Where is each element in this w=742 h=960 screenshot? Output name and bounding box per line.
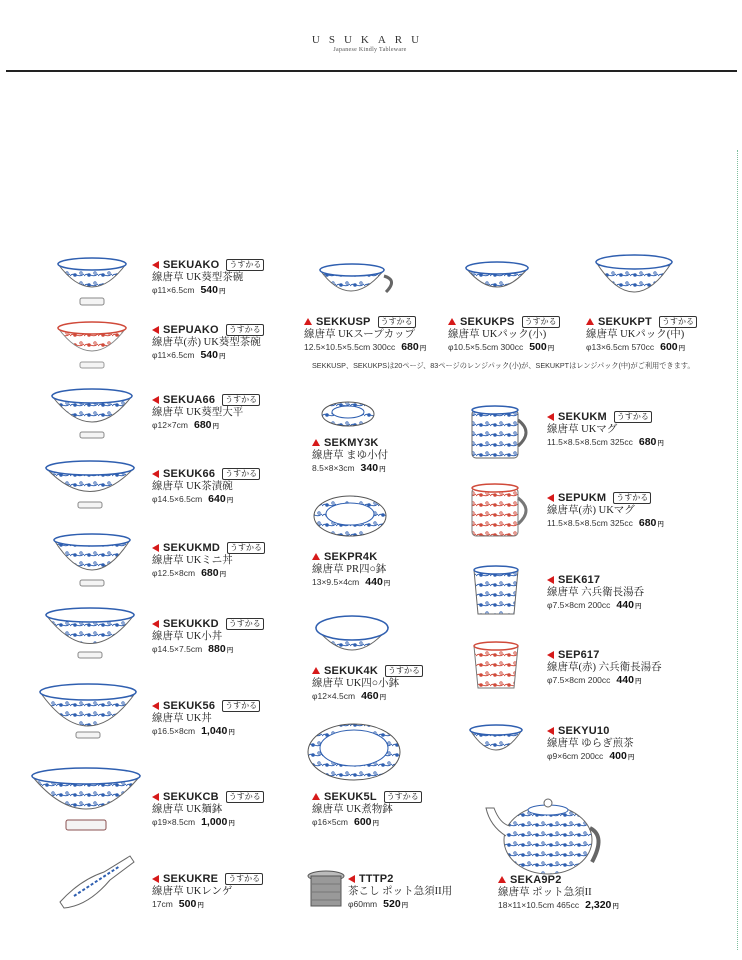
product-spec: φ16×5cm bbox=[312, 817, 348, 827]
product-name: 線唐草 UKレンゲ bbox=[152, 886, 233, 897]
yen-label: 円 bbox=[612, 903, 619, 910]
yen-label: 円 bbox=[634, 678, 642, 685]
product-price: 680 bbox=[638, 436, 657, 448]
yen-label: 円 bbox=[627, 754, 635, 761]
product-spec: φ14.5×6.5cm bbox=[152, 494, 203, 504]
usukaru-badge: うすかる bbox=[384, 791, 422, 803]
bowl-image-sekukcb bbox=[32, 768, 140, 830]
product-spec: 8.5×8×3cm bbox=[312, 463, 355, 473]
product-name: 線唐草 UK葵型茶碗 bbox=[152, 272, 244, 283]
spoon-image-sekukre bbox=[60, 856, 134, 908]
product-code: SEP617 bbox=[558, 648, 600, 661]
range-pack-note: SEKKUSP、SEKUKPSは20ページ、83ページのレンジパック(小)が、SEKUKPTはレンジパック(中)がご利用できます。 bbox=[312, 361, 695, 370]
triangle-marker-icon bbox=[547, 576, 554, 584]
product-code: SEKMY3K bbox=[324, 436, 379, 449]
product-name: 線唐草(赤) 六兵衛長湯呑 bbox=[547, 662, 662, 673]
product-price: 600 bbox=[354, 816, 372, 828]
product-spec: φ13×6.5cm 570cc bbox=[586, 342, 655, 352]
usukaru-badge: うすかる bbox=[226, 259, 264, 271]
usukaru-badge: うすかる bbox=[522, 316, 560, 328]
triangle-marker-icon bbox=[448, 318, 456, 325]
product-code: SEKUKPS bbox=[460, 315, 515, 328]
product-price: 600 bbox=[660, 341, 678, 353]
product-code: SEPUAKO bbox=[163, 323, 219, 336]
product-name: 線唐草 まゆ小付 bbox=[312, 450, 389, 461]
yen-label: 円 bbox=[219, 571, 227, 578]
usukaru-badge: うすかる bbox=[222, 700, 260, 712]
product-sekuako bbox=[152, 258, 264, 298]
product-sekukkd bbox=[152, 617, 264, 657]
bowl-image-sekuako bbox=[58, 258, 126, 305]
product-name: 線唐草 PR四○鉢 bbox=[312, 564, 387, 575]
usukaru-badge: うすかる bbox=[613, 492, 651, 504]
cup-image-sekyu10 bbox=[470, 725, 522, 750]
triangle-marker-icon bbox=[547, 413, 554, 421]
product-spec: 13×9.5×4cm bbox=[312, 577, 360, 587]
usukaru-badge: うすかる bbox=[227, 542, 265, 554]
product-code: SEKUK4K bbox=[324, 664, 378, 677]
usukaru-badge: うすかる bbox=[659, 316, 697, 328]
product-sepukm bbox=[547, 491, 664, 531]
product-name: 線唐草 ゆらぎ煎茶 bbox=[547, 738, 634, 749]
triangle-marker-icon bbox=[152, 396, 159, 404]
product-name: 線唐草 ポット急須II bbox=[498, 887, 592, 898]
product-spec: φ16.5×8cm bbox=[152, 726, 196, 736]
usukaru-badge: うすかる bbox=[222, 468, 260, 480]
cup-image-sek617 bbox=[474, 566, 518, 614]
product-seka9p2 bbox=[498, 873, 619, 913]
bowl-image-sekukmd bbox=[54, 534, 130, 586]
cup-image-sekkusp bbox=[320, 264, 392, 292]
yen-label: 円 bbox=[383, 580, 391, 587]
product-spec: φ10.5×5.5cm 300cc bbox=[448, 342, 524, 352]
product-code: SEKUKPT bbox=[598, 315, 652, 328]
product-sekuk66 bbox=[152, 467, 260, 507]
bowl-image-sekuk66 bbox=[46, 461, 134, 508]
yen-label: 円 bbox=[228, 820, 235, 827]
bowl-image-sepuako bbox=[58, 322, 126, 368]
product-sekukm bbox=[547, 410, 664, 450]
mug-image-sepukm bbox=[472, 484, 526, 536]
bowl-image-sekpr4k bbox=[314, 496, 386, 536]
product-code: SEKKUSP bbox=[316, 315, 371, 328]
yen-label: 円 bbox=[401, 902, 409, 909]
triangle-marker-icon bbox=[547, 494, 554, 502]
product-code: SEKUK5L bbox=[324, 790, 377, 803]
triangle-marker-icon bbox=[152, 544, 159, 552]
product-code: SEKUA66 bbox=[163, 393, 216, 406]
product-name: 線唐草 UK葵型大平 bbox=[152, 407, 244, 418]
product-sekuk4k bbox=[312, 664, 423, 704]
triangle-marker-icon bbox=[152, 702, 159, 710]
usukaru-badge: うすかる bbox=[226, 324, 264, 336]
triangle-marker-icon bbox=[547, 651, 554, 659]
product-name: 線唐草 UK麺鉢 bbox=[152, 804, 223, 815]
yen-label: 円 bbox=[678, 345, 686, 352]
yen-label: 円 bbox=[226, 497, 234, 504]
triangle-marker-icon bbox=[312, 667, 320, 674]
product-sekukmd bbox=[152, 541, 265, 581]
bowl-image-sekuk4k bbox=[316, 616, 388, 650]
product-price: 640 bbox=[208, 493, 226, 505]
triangle-marker-icon bbox=[586, 318, 594, 325]
yen-label: 円 bbox=[197, 902, 204, 909]
yen-label: 円 bbox=[372, 820, 380, 827]
product-price: 460 bbox=[361, 690, 379, 702]
triangle-marker-icon bbox=[152, 326, 159, 334]
product-sekukcb bbox=[152, 790, 264, 830]
product-price: 340 bbox=[360, 462, 379, 474]
product-sekuk5l bbox=[312, 790, 422, 830]
product-sekkusp bbox=[304, 315, 426, 355]
product-name: 線唐草 UK丼 bbox=[152, 713, 212, 724]
brand-subtitle: Japanese Kindly Tableware bbox=[333, 47, 407, 53]
product-spec: 11.5×8.5×8.5cm 325cc bbox=[547, 437, 633, 447]
product-sekukpt bbox=[586, 315, 697, 355]
bowl-image-sekmy3k bbox=[322, 402, 374, 426]
bowl-image-sekukkd bbox=[46, 608, 134, 658]
yen-label: 円 bbox=[218, 288, 226, 295]
product-spec: 12.5×10.5×5.5cm 300cc bbox=[304, 342, 396, 352]
product-price: 400 bbox=[609, 750, 627, 762]
product-sekyu10 bbox=[547, 724, 634, 764]
product-code: SEPUKM bbox=[558, 491, 607, 504]
yen-label: 円 bbox=[634, 603, 642, 610]
product-price: 680 bbox=[638, 517, 657, 529]
triangle-marker-icon bbox=[348, 875, 355, 883]
product-spec: φ11×6.5cm bbox=[152, 285, 195, 295]
product-price: 520 bbox=[383, 898, 401, 910]
product-spec: φ7.5×8cm 200cc bbox=[547, 675, 611, 685]
bowl-image-sekukpt bbox=[596, 255, 672, 292]
triangle-marker-icon bbox=[312, 439, 320, 446]
product-spec: φ11×6.5cm bbox=[152, 350, 195, 360]
triangle-marker-icon bbox=[152, 470, 159, 478]
product-name: 線唐草 UK茶漬碗 bbox=[152, 481, 233, 492]
product-spec: φ7.5×8cm 200cc bbox=[547, 600, 611, 610]
product-price: 680 bbox=[201, 567, 219, 579]
bowl-image-sekukps bbox=[466, 262, 528, 287]
usukaru-badge: うすかる bbox=[385, 665, 423, 677]
product-spec: φ14.5×7.5cm bbox=[152, 644, 203, 654]
product-name: 線唐草 UK四○小鉢 bbox=[312, 678, 400, 689]
yen-label: 円 bbox=[379, 466, 386, 473]
product-code: SEKYU10 bbox=[558, 724, 610, 737]
yen-label: 円 bbox=[547, 345, 555, 352]
product-code: SEK617 bbox=[558, 573, 601, 586]
product-spec: φ19×8.5cm bbox=[152, 817, 196, 827]
product-code: SEKUAKO bbox=[163, 258, 220, 271]
yen-label: 円 bbox=[657, 440, 664, 447]
product-sekpr4k bbox=[312, 550, 390, 590]
product-code: SEKUKKD bbox=[163, 617, 219, 630]
product-sek617 bbox=[547, 573, 644, 613]
product-code: SEKPR4K bbox=[324, 550, 378, 563]
triangle-marker-icon bbox=[312, 553, 320, 560]
product-price: 2,320 bbox=[585, 899, 612, 911]
triangle-marker-icon bbox=[312, 793, 320, 800]
product-spec: 17cm bbox=[152, 899, 173, 909]
product-name: 線唐草 UKミニ丼 bbox=[152, 555, 233, 566]
product-name: 線唐草 六兵衛長湯呑 bbox=[547, 587, 645, 598]
product-code: SEKUKM bbox=[558, 410, 607, 423]
yen-label: 円 bbox=[419, 345, 427, 352]
bowl-image-sekuk5l bbox=[308, 724, 400, 780]
yen-label: 円 bbox=[226, 647, 234, 654]
product-price: 680 bbox=[401, 341, 419, 353]
product-name: 線唐草 UKマグ bbox=[547, 424, 618, 435]
product-name: 線唐草 UK煮物鉢 bbox=[312, 804, 393, 815]
triangle-marker-icon bbox=[152, 793, 159, 801]
usukaru-badge: うすかる bbox=[222, 394, 260, 406]
product-code: TTTP2 bbox=[359, 872, 394, 885]
product-price: 540 bbox=[200, 284, 218, 296]
product-name: 線唐草(赤) UKマグ bbox=[547, 505, 635, 516]
product-spec: φ12×7cm bbox=[152, 420, 188, 430]
product-price: 500 bbox=[178, 898, 197, 910]
product-price: 1,000 bbox=[201, 816, 228, 828]
triangle-marker-icon bbox=[304, 318, 312, 325]
product-spec: φ12.5×8cm bbox=[152, 568, 196, 578]
teapot-image-seka9p2 bbox=[486, 799, 599, 874]
yen-label: 円 bbox=[212, 423, 220, 430]
brand-logo: USUKARU bbox=[311, 34, 429, 46]
product-sekukre bbox=[152, 872, 263, 912]
product-spec: φ12×4.5cm bbox=[312, 691, 356, 701]
product-name: 線唐草 UK小丼 bbox=[152, 631, 223, 642]
product-code: SEKUKCB bbox=[163, 790, 219, 803]
triangle-marker-icon bbox=[498, 876, 506, 883]
strainer-image-tttp2 bbox=[308, 871, 344, 906]
product-code: SEKUKMD bbox=[163, 541, 221, 554]
triangle-marker-icon bbox=[152, 875, 159, 883]
product-name: 線唐草 UKパック(中) bbox=[586, 329, 685, 340]
yen-label: 円 bbox=[379, 694, 387, 701]
product-spec: φ60mm bbox=[348, 899, 378, 909]
usukaru-badge: うすかる bbox=[225, 873, 263, 885]
product-sep617 bbox=[547, 648, 662, 688]
product-sekukps bbox=[448, 315, 560, 355]
product-sekuk56 bbox=[152, 699, 260, 739]
yen-label: 円 bbox=[228, 729, 235, 736]
product-name: 線唐草 UKパック(小) bbox=[448, 329, 547, 340]
usukaru-badge: うすかる bbox=[226, 618, 264, 630]
product-price: 440 bbox=[616, 674, 634, 686]
product-sekua66 bbox=[152, 393, 260, 433]
product-name: 線唐草(赤) UK葵型茶碗 bbox=[152, 337, 261, 348]
product-price: 440 bbox=[365, 576, 383, 588]
product-spec: 11.5×8.5×8.5cm 325cc bbox=[547, 518, 633, 528]
cup-image-sep617 bbox=[474, 642, 518, 688]
mug-image-sekukm bbox=[472, 406, 526, 458]
product-name: 茶こし ポット急須II用 bbox=[348, 886, 453, 897]
product-price: 880 bbox=[208, 643, 226, 655]
product-name: 線唐草 UKスープカップ bbox=[304, 329, 416, 340]
product-spec: 18×11×10.5cm 465cc bbox=[498, 900, 580, 910]
product-price: 1,040 bbox=[201, 725, 228, 737]
product-price: 680 bbox=[194, 419, 212, 431]
product-price: 440 bbox=[616, 599, 634, 611]
product-spec: φ9×6cm 200cc bbox=[547, 751, 604, 761]
triangle-marker-icon bbox=[547, 727, 554, 735]
product-sepuako bbox=[152, 323, 264, 363]
bowl-image-sekuk56 bbox=[40, 684, 136, 738]
triangle-marker-icon bbox=[152, 261, 159, 269]
triangle-marker-icon bbox=[152, 620, 159, 628]
yen-label: 円 bbox=[657, 521, 664, 528]
product-code: SEKUKRE bbox=[163, 872, 219, 885]
product-price: 500 bbox=[529, 341, 547, 353]
usukaru-badge: うすかる bbox=[378, 316, 416, 328]
bowl-image-sekua66 bbox=[52, 389, 132, 438]
product-code: SEKA9P2 bbox=[510, 873, 562, 886]
product-price: 540 bbox=[200, 349, 218, 361]
yen-label: 円 bbox=[218, 353, 226, 360]
product-sekmy3k bbox=[312, 436, 388, 476]
product-tttp2 bbox=[348, 872, 452, 912]
usukaru-badge: うすかる bbox=[226, 791, 264, 803]
usukaru-badge: うすかる bbox=[614, 411, 652, 423]
product-code: SEKUK66 bbox=[163, 467, 216, 480]
product-code: SEKUK56 bbox=[163, 699, 216, 712]
